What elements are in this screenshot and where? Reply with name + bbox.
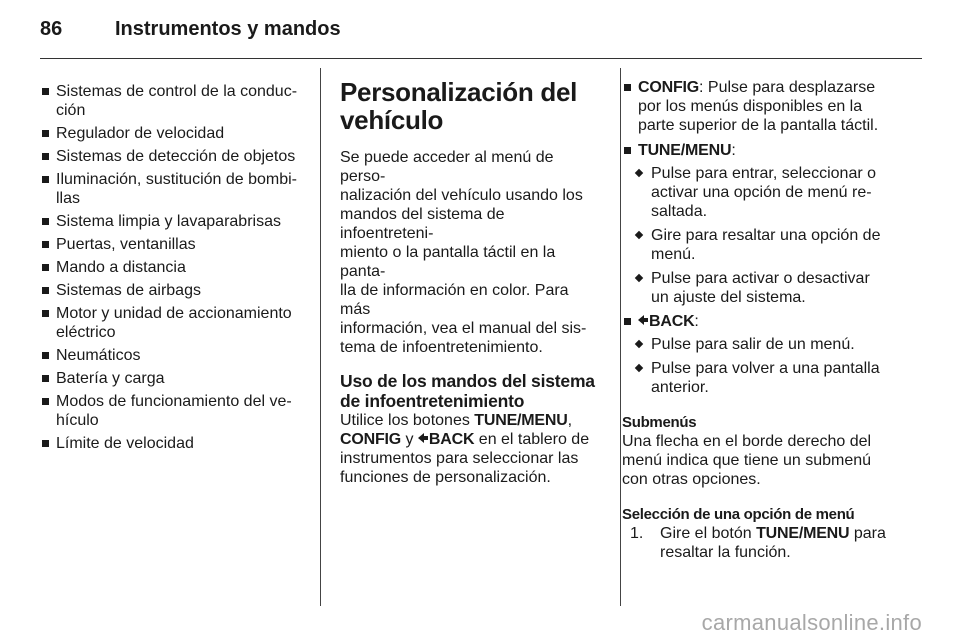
- square-bullet-icon: [624, 147, 631, 154]
- controls-paragraph: Utilice los botones TUNE/MENU, CONFIG y BACK en el tablero de instrumentos para seleccionar las funciones de personalización.: [340, 412, 590, 486]
- square-bullet-icon: [42, 352, 49, 359]
- config-label: CONFIG: [340, 431, 402, 448]
- page-number: 86: [40, 18, 63, 40]
- header-rule: [40, 58, 922, 59]
- back-arrow-icon: [638, 315, 648, 325]
- square-bullet-icon: [42, 287, 49, 294]
- list-item-back: BACK: Pulse para salir de un menú. Pulse para volver a una pantalla anterior.: [622, 312, 904, 397]
- list-item: Neumáticos: [40, 346, 310, 365]
- list-item: Iluminación, sustitución de bombi- llas: [40, 170, 310, 208]
- list-item: Sistemas de airbags: [40, 281, 310, 300]
- square-bullet-icon: [42, 310, 49, 317]
- square-bullet-icon: [42, 176, 49, 183]
- step-item: 1. Gire el botón TUNE/MENU para resaltar la función.: [630, 525, 886, 561]
- diamond-bullet-icon: [635, 274, 643, 282]
- square-bullet-icon: [42, 88, 49, 95]
- steps-list: [622, 524, 904, 562]
- list-item: Batería y carga: [40, 369, 310, 388]
- selection-heading: Selección de una opción de menú: [622, 506, 855, 523]
- list-item-tune: TUNE/MENU: Pulse para entrar, seleccionar o activar una opción de menú re- saltada. Gire para resaltar una opción de menú. Pulse para activar o desactivar un ajuste del sistema.: [622, 141, 904, 307]
- diamond-bullet-icon: [635, 364, 643, 372]
- sub-list-item: Pulse para salir de un menú.: [622, 335, 904, 354]
- topic-list: [40, 82, 310, 453]
- square-bullet-icon: [42, 375, 49, 382]
- back-arrow-icon: [418, 433, 428, 443]
- square-bullet-icon: [42, 153, 49, 160]
- list-item: Modos de funcionamiento del ve- hículo: [40, 392, 310, 430]
- sub-list-item: Pulse para activar o desactivar un ajuste del sistema.: [622, 269, 904, 307]
- list-item: Motor y unidad de accionamiento eléctrico: [40, 304, 310, 342]
- section-heading: Personalización del vehículo: [340, 77, 578, 135]
- diamond-bullet-icon: [635, 340, 643, 348]
- list-item: Sistemas de detección de objetos: [40, 147, 310, 166]
- list-item-config: CONFIG: Pulse para desplazarse por los menús disponibles en la parte superior de la pantalla táctil.: [622, 78, 904, 135]
- submenus-heading: Submenús: [622, 414, 697, 431]
- controls-list: [622, 78, 904, 397]
- intro-paragraph: Se puede acceder al menú de perso- nalización del vehículo usando los mandos del sistema de infoentreteni- miento o la pantalla táctil en la panta- lla de información en color. Para más información, vea el manual del sis- tema de infoentretenimiento.: [340, 149, 587, 356]
- square-bullet-icon: [42, 398, 49, 405]
- right-column: [622, 78, 904, 562]
- list-item: Límite de velocidad: [40, 434, 310, 453]
- diamond-bullet-icon: [635, 231, 643, 239]
- tune-menu-label: TUNE/MENU: [474, 412, 568, 429]
- watermark: carmanualsonline.info: [701, 610, 922, 635]
- left-column: [40, 82, 310, 457]
- middle-column: [340, 78, 602, 487]
- column-divider-right: [620, 68, 621, 606]
- sub-list-item: Pulse para entrar, seleccionar o activar una opción de menú re- saltada.: [622, 164, 904, 221]
- list-item: Mando a distancia: [40, 258, 310, 277]
- square-bullet-icon: [42, 440, 49, 447]
- diamond-bullet-icon: [635, 169, 643, 177]
- square-bullet-icon: [42, 218, 49, 225]
- list-item: Sistema limpia y lavaparabrisas: [40, 212, 310, 231]
- subsection-heading: Uso de los mandos del sistema de infoentretenimiento: [340, 371, 595, 411]
- list-item: Puertas, ventanillas: [40, 235, 310, 254]
- submenus-paragraph: Una flecha en el borde derecho del menú indica que tiene un submenú con otras opciones.: [622, 433, 872, 488]
- square-bullet-icon: [42, 264, 49, 271]
- square-bullet-icon: [624, 318, 631, 325]
- sub-list-item: Gire para resaltar una opción de menú.: [622, 226, 904, 264]
- square-bullet-icon: [42, 130, 49, 137]
- page-title: Instrumentos y mandos: [115, 18, 341, 40]
- square-bullet-icon: [624, 84, 631, 91]
- sub-list-item: Pulse para volver a una pantalla anterior.: [622, 359, 904, 397]
- column-divider-left: [320, 68, 321, 606]
- list-item: Regulador de velocidad: [40, 124, 310, 143]
- list-item: Sistemas de control de la conduc- ción: [40, 82, 310, 120]
- square-bullet-icon: [42, 241, 49, 248]
- back-label: BACK: [428, 431, 475, 448]
